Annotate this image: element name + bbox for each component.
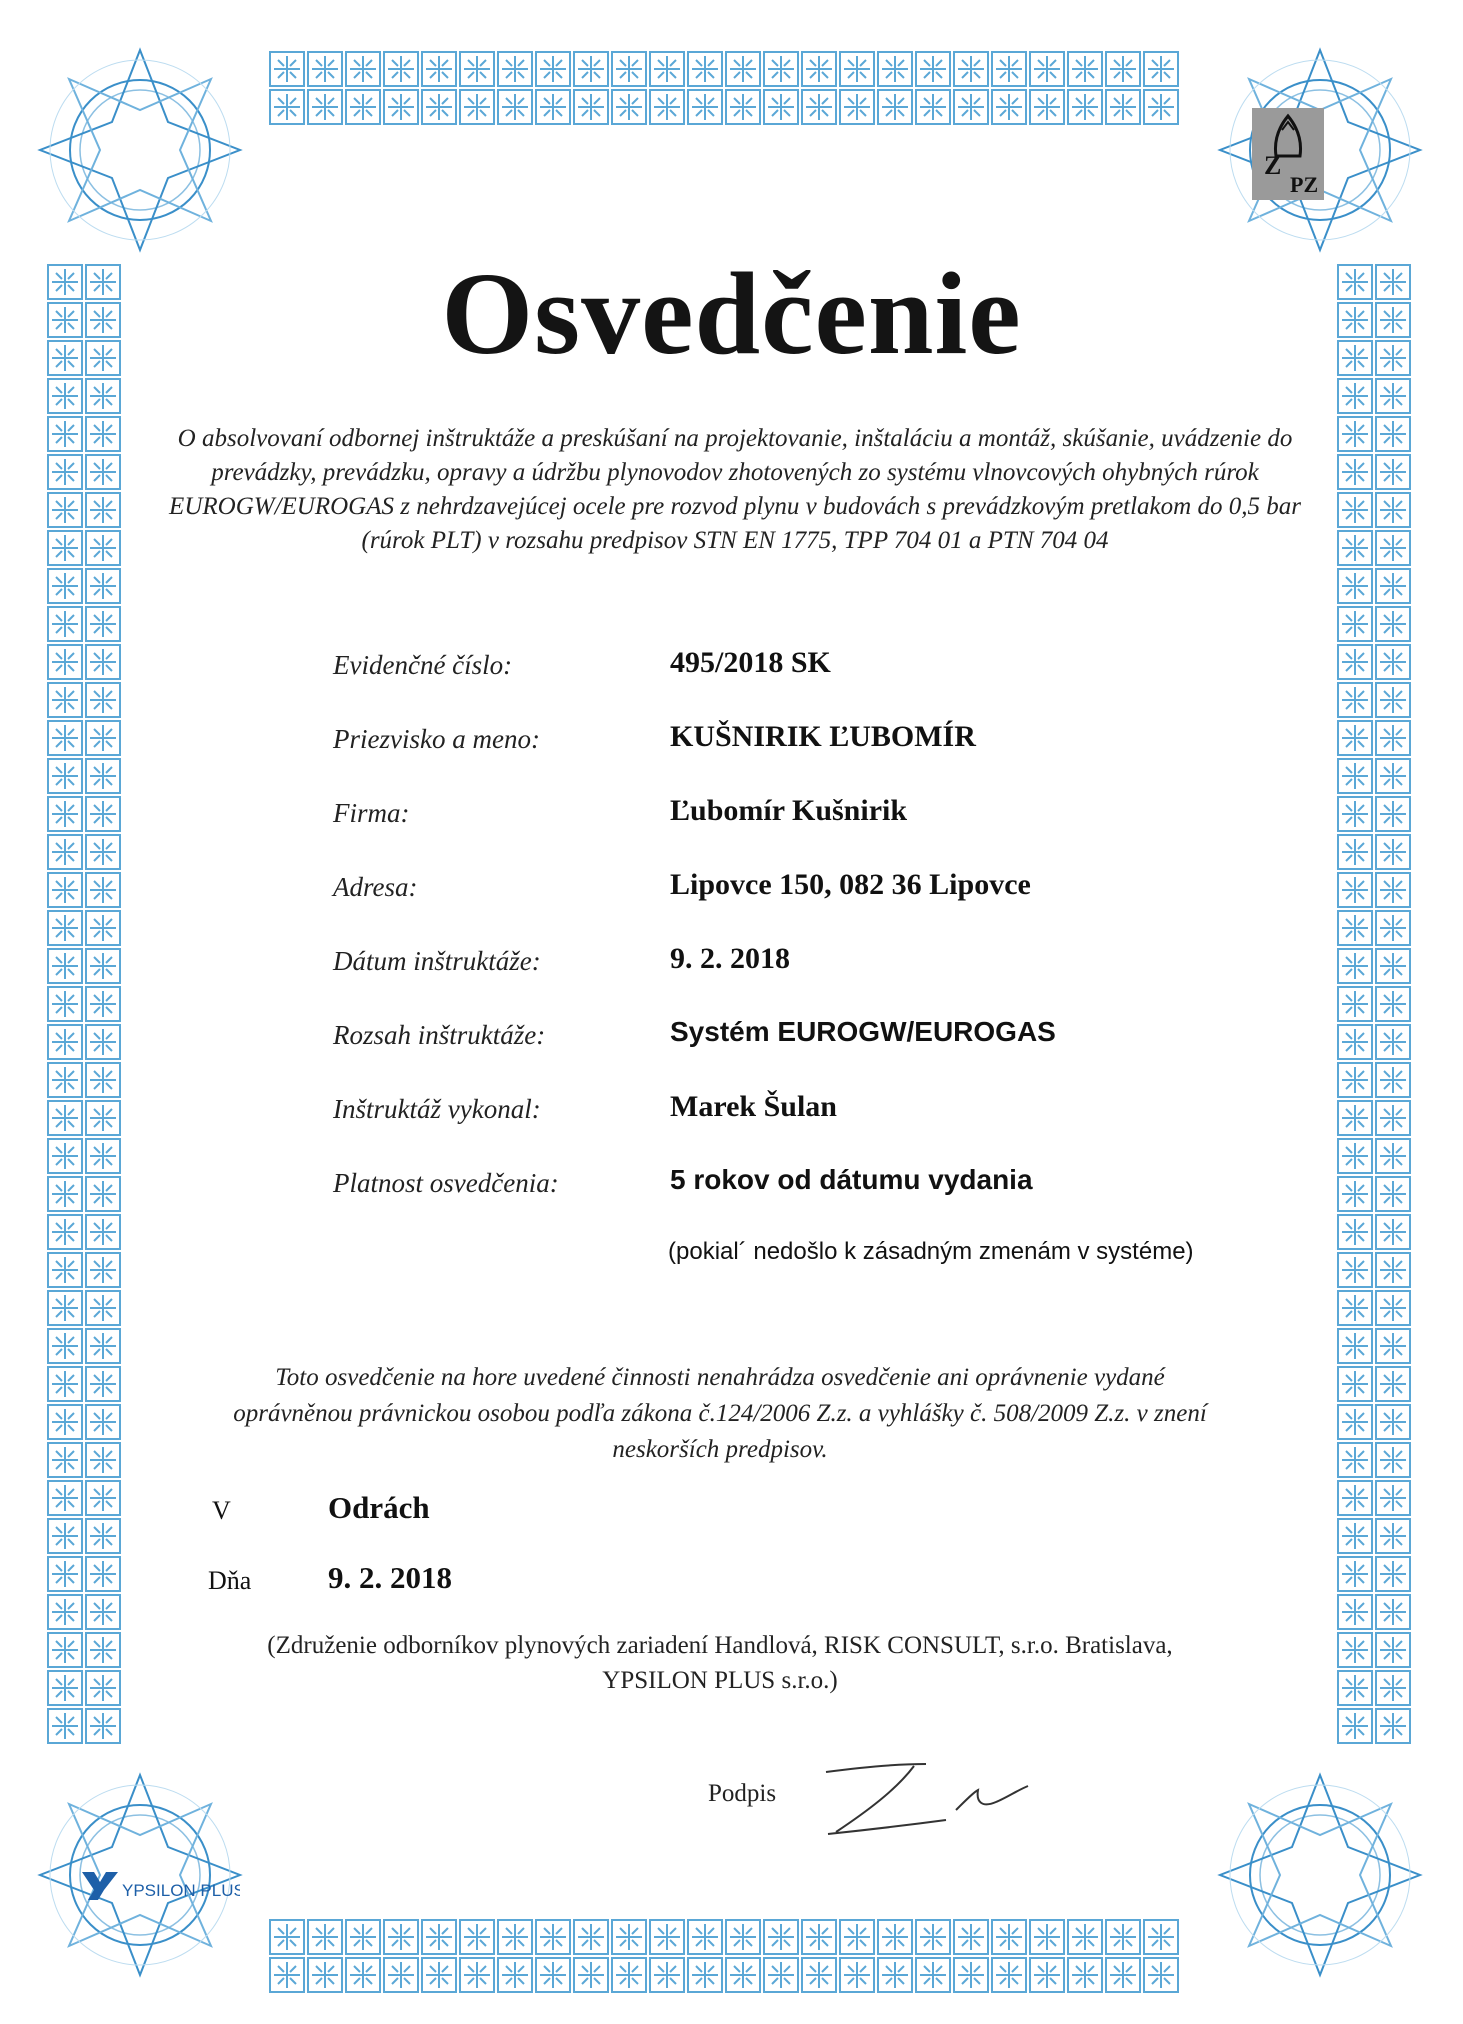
border-tile	[1338, 379, 1372, 413]
border-tile	[1338, 797, 1372, 831]
border-tile	[48, 1671, 82, 1705]
border-tile	[1376, 1025, 1410, 1059]
border-tile	[574, 90, 608, 124]
border-tile	[840, 52, 874, 86]
border-tile	[48, 683, 82, 717]
border-tile	[1338, 607, 1372, 641]
border-tile	[1106, 52, 1140, 86]
border-tile	[536, 52, 570, 86]
field-value-name: KUŠNIRIK ĽUBOMÍR	[670, 720, 976, 753]
certificate-title: Osvedčenie	[441, 248, 1022, 379]
border-tile	[86, 1291, 120, 1325]
border-tile	[916, 90, 950, 124]
border-tile	[1376, 797, 1410, 831]
border-tile	[346, 1958, 380, 1992]
field-value-address: Lipovce 150, 082 36 Lipovce	[670, 868, 1031, 901]
border-tile	[48, 455, 82, 489]
border-tile	[954, 52, 988, 86]
border-tile	[1376, 1519, 1410, 1553]
border-tile	[954, 1920, 988, 1954]
border-tile	[308, 52, 342, 86]
border-tile	[86, 1671, 120, 1705]
border-tile	[1376, 1139, 1410, 1173]
border-tile	[48, 1253, 82, 1287]
border-tile	[1376, 493, 1410, 527]
border-tile	[460, 52, 494, 86]
border-tile	[1338, 1405, 1372, 1439]
border-tile	[1376, 1405, 1410, 1439]
border-tile	[612, 1920, 646, 1954]
border-tile	[1068, 1920, 1102, 1954]
border-tile	[1030, 1958, 1064, 1992]
border-tile	[726, 1958, 760, 1992]
border-tile	[86, 949, 120, 983]
corner-rosette-bottom-right	[1220, 1775, 1420, 1975]
border-tile	[384, 52, 418, 86]
border-tile	[1106, 1958, 1140, 1992]
border-tile	[48, 1633, 82, 1667]
border-tile	[1376, 1557, 1410, 1591]
border-tile	[574, 1920, 608, 1954]
border-tile	[840, 1920, 874, 1954]
border-tile	[1338, 1177, 1372, 1211]
border-tile	[86, 1519, 120, 1553]
border-tile	[1030, 1920, 1064, 1954]
border-tile	[1338, 645, 1372, 679]
border-tile	[612, 90, 646, 124]
field-value-training-scope: Systém EUROGW/EUROGAS	[670, 1016, 1056, 1047]
border-tile	[1338, 1671, 1372, 1705]
border-tile	[1376, 1063, 1410, 1097]
border-tile	[1338, 455, 1372, 489]
border-tile	[1376, 607, 1410, 641]
border-tile	[86, 455, 120, 489]
border-tile	[1338, 1063, 1372, 1097]
border-tile	[422, 1958, 456, 1992]
border-tile	[1144, 1958, 1178, 1992]
border-tile	[688, 1920, 722, 1954]
border-tile	[916, 1958, 950, 1992]
border-tile	[1338, 531, 1372, 565]
border-tile	[1338, 759, 1372, 793]
border-tile	[1338, 873, 1372, 907]
border-tile	[1376, 1291, 1410, 1325]
border-tile	[86, 531, 120, 565]
border-tile	[726, 52, 760, 86]
border-tile	[954, 90, 988, 124]
border-tile	[612, 1958, 646, 1992]
border-tile	[802, 90, 836, 124]
place-value: Odrách	[328, 1490, 430, 1525]
border-tile	[1338, 911, 1372, 945]
border-tile	[86, 759, 120, 793]
border-tile	[460, 90, 494, 124]
svg-text:Z: Z	[1264, 151, 1282, 180]
border-tile	[48, 1063, 82, 1097]
border-tile	[878, 90, 912, 124]
border-tile	[86, 493, 120, 527]
place-label: V	[212, 1496, 231, 1525]
border-tile	[48, 1291, 82, 1325]
border-tile	[86, 1215, 120, 1249]
border-tile	[86, 1025, 120, 1059]
border-tile	[422, 1920, 456, 1954]
field-label-address: Adresa:	[333, 872, 418, 902]
border-tile	[270, 90, 304, 124]
field-value-training-date: 9. 2. 2018	[670, 942, 790, 975]
zopz-logo	[1252, 108, 1324, 205]
border-tile	[48, 1481, 82, 1515]
border-tile	[86, 1367, 120, 1401]
certificate-intro: O absolvovaní odbornej inštruktáže a preskúšaní na projektovanie, inštaláciu a montáž, skúšanie, uvádzenie do prevádzky, prevádzku, opravy a údržbu plynovodov zhotovených zo systému vlnovcových ohybných rúrok EUROGW/EUROGAS z nehrdzavejúcej ocele pre rozvod plynu v budovách s prevádzkovým pretlakom do 0,5 bar (rúrok PLT) v rozsahu predpisov STN EN 1775, TPP 704 01 a PTN 704 04	[169, 425, 1301, 554]
border-tile	[1338, 987, 1372, 1021]
border-tile	[916, 1920, 950, 1954]
border-tile	[1376, 569, 1410, 603]
field-label-instructor: Inštruktáž vykonal:	[333, 1094, 541, 1124]
border-tile	[48, 645, 82, 679]
border-tile	[650, 90, 684, 124]
border-tile	[48, 1215, 82, 1249]
border-tile	[86, 683, 120, 717]
border-tile	[1144, 52, 1178, 86]
border-tile	[86, 987, 120, 1021]
border-tile	[86, 417, 120, 451]
border-tile	[1376, 1481, 1410, 1515]
border-tile	[1376, 455, 1410, 489]
border-tile	[86, 1481, 120, 1515]
border-tile	[954, 1958, 988, 1992]
border-tile	[48, 1557, 82, 1591]
border-tile	[48, 1595, 82, 1629]
border-tile	[536, 1958, 570, 1992]
border-tile	[48, 569, 82, 603]
field-value-company: Ľubomír Kušnirik	[670, 794, 908, 827]
border-tile	[1376, 911, 1410, 945]
border-tile	[1144, 1920, 1178, 1954]
border-tile	[1376, 1215, 1410, 1249]
border-tile	[86, 1101, 120, 1135]
border-tile	[48, 1367, 82, 1401]
border-tile	[1338, 1329, 1372, 1363]
border-tile	[878, 52, 912, 86]
field-label-training-scope: Rozsah inštruktáže:	[333, 1020, 546, 1050]
border-tile	[422, 52, 456, 86]
border-tile	[688, 1958, 722, 1992]
border-tile	[1338, 1253, 1372, 1287]
border-tile	[86, 1443, 120, 1477]
border-tile	[86, 873, 120, 907]
border-tile	[498, 1958, 532, 1992]
border-tile	[574, 52, 608, 86]
border-tile	[1376, 531, 1410, 565]
border-tile	[1144, 90, 1178, 124]
border-tile	[86, 1329, 120, 1363]
border-tile	[1106, 1920, 1140, 1954]
border-tile	[764, 1920, 798, 1954]
border-tile	[1338, 1443, 1372, 1477]
border-tile	[86, 379, 120, 413]
border-tile	[86, 1633, 120, 1667]
border-tile	[48, 1139, 82, 1173]
date-label: Dňa	[208, 1566, 252, 1595]
border-tile	[498, 90, 532, 124]
border-tile	[1376, 1253, 1410, 1287]
border-tile	[86, 721, 120, 755]
border-tile	[48, 531, 82, 565]
border-tile	[86, 1709, 120, 1743]
field-value-instructor: Marek Šulan	[670, 1090, 837, 1123]
border-tile	[48, 1519, 82, 1553]
border-tile	[1376, 1367, 1410, 1401]
border-tile	[1376, 683, 1410, 717]
border-tile	[802, 1958, 836, 1992]
border-tile	[1030, 90, 1064, 124]
border-tile	[48, 911, 82, 945]
border-tile	[1338, 1025, 1372, 1059]
border-tile	[1376, 1177, 1410, 1211]
border-tile	[48, 797, 82, 831]
border-tile	[1338, 721, 1372, 755]
border-tile	[1338, 683, 1372, 717]
border-tile	[1376, 873, 1410, 907]
border-tile	[48, 1405, 82, 1439]
field-label-validity: Platnost osvedčenia:	[333, 1168, 559, 1198]
border-tile	[764, 1958, 798, 1992]
border-tile	[48, 759, 82, 793]
border-tile	[1338, 1595, 1372, 1629]
border-tile	[764, 90, 798, 124]
border-tile	[612, 52, 646, 86]
border-tile	[878, 1958, 912, 1992]
border-tile	[650, 52, 684, 86]
border-tile	[1338, 493, 1372, 527]
border-tile	[1376, 1329, 1410, 1363]
border-tile	[86, 797, 120, 831]
border-tile	[48, 417, 82, 451]
border-tile	[346, 90, 380, 124]
border-tile	[48, 721, 82, 755]
border-tile	[992, 1920, 1026, 1954]
border-tile	[86, 1139, 120, 1173]
border-tile	[1068, 1958, 1102, 1992]
border-tile	[1376, 645, 1410, 679]
border-tile	[916, 52, 950, 86]
border-tile	[1338, 1557, 1372, 1591]
disclaimer-text: Toto osvedčenie na hore uvedené činnosti nenahrádza osvedčenie ani oprávnenie vydané oprávněnou právnickou osobou podľa zákona č.124/2006 Z.z. a vyhlášky č. 508/2009 Z.z. v znení neskorších predpisov.	[233, 1364, 1207, 1463]
border-tile	[86, 1253, 120, 1287]
border-tile	[840, 1958, 874, 1992]
border-tile	[1338, 417, 1372, 451]
border-tile	[1338, 835, 1372, 869]
field-label-registration-number: Evidenčné číslo:	[333, 650, 513, 680]
border-tile	[1376, 759, 1410, 793]
border-tile	[86, 835, 120, 869]
border-tile	[48, 379, 82, 413]
border-tile	[574, 1958, 608, 1992]
handwritten-signature	[806, 1750, 1046, 1845]
border-tile	[1376, 1101, 1410, 1135]
field-label-training-date: Dátum inštruktáže:	[333, 946, 541, 976]
field-label-name: Priezvisko a meno:	[333, 724, 540, 754]
border-tile	[536, 1920, 570, 1954]
border-tile	[1068, 52, 1102, 86]
border-tile	[384, 1958, 418, 1992]
border-tile	[1338, 569, 1372, 603]
border-tile	[308, 1958, 342, 1992]
border-tile	[1376, 1443, 1410, 1477]
border-tile	[1338, 1519, 1372, 1553]
border-tile	[1376, 1595, 1410, 1629]
border-tile	[422, 90, 456, 124]
border-tile	[270, 1958, 304, 1992]
border-tile	[48, 607, 82, 641]
border-tile	[1376, 379, 1410, 413]
border-tile	[86, 1557, 120, 1591]
border-tile	[1338, 1101, 1372, 1135]
border-tile	[86, 569, 120, 603]
border-tile	[48, 873, 82, 907]
border-tile	[48, 987, 82, 1021]
border-tile	[86, 645, 120, 679]
border-tile	[1338, 1709, 1372, 1743]
border-tile	[48, 1177, 82, 1211]
border-tile	[650, 1958, 684, 1992]
border-tile	[1106, 90, 1140, 124]
border-tile	[688, 52, 722, 86]
border-tile	[1338, 1291, 1372, 1325]
border-tile	[86, 1063, 120, 1097]
border-tile	[1376, 417, 1410, 451]
border-tile	[270, 1920, 304, 1954]
border-tile	[1338, 1633, 1372, 1667]
border-tile	[86, 607, 120, 641]
border-tile	[650, 1920, 684, 1954]
border-tile	[1030, 52, 1064, 86]
field-label-company: Firma:	[333, 798, 410, 828]
border-tile	[1376, 987, 1410, 1021]
border-tile	[992, 1958, 1026, 1992]
border-tile	[86, 1595, 120, 1629]
date-value: 9. 2. 2018	[328, 1560, 452, 1595]
border-tile	[802, 52, 836, 86]
border-tile	[48, 1101, 82, 1135]
border-tile	[726, 1920, 760, 1954]
border-tile	[86, 1405, 120, 1439]
field-value-registration-number: 495/2018 SK	[670, 646, 831, 679]
border-tile	[1376, 835, 1410, 869]
validity-note: (pokial´ nedošlo k zásadným zmenám v systéme)	[668, 1238, 1194, 1265]
border-tile	[308, 1920, 342, 1954]
border-tile	[536, 90, 570, 124]
border-tile	[992, 90, 1026, 124]
border-tile	[460, 1920, 494, 1954]
border-tile	[86, 911, 120, 945]
signature-label: Podpis	[708, 1780, 777, 1807]
ypsilon-plus-logo	[80, 1868, 240, 1909]
border-tile	[840, 90, 874, 124]
border-tile	[48, 1709, 82, 1743]
border-tile	[1338, 1215, 1372, 1249]
border-tile	[270, 52, 304, 86]
border-tile	[1376, 721, 1410, 755]
border-tile	[346, 52, 380, 86]
field-value-validity: 5 rokov od dátumu vydania	[670, 1164, 1033, 1195]
border-tile	[1376, 1709, 1410, 1743]
border-tile	[48, 493, 82, 527]
border-tile	[764, 52, 798, 86]
border-tile	[498, 52, 532, 86]
border-tile	[384, 1920, 418, 1954]
issuing-organizations: (Združenie odborníkov plynových zariadení Handlová, RISK CONSULT, s.r.o. Bratislava, YPSILON PLUS s.r.o.)	[267, 1632, 1173, 1694]
corner-rosette-top-left	[40, 50, 240, 250]
border-tile	[878, 1920, 912, 1954]
border-tile	[308, 90, 342, 124]
border-tile	[1338, 1367, 1372, 1401]
border-tile	[802, 1920, 836, 1954]
border-tile	[498, 1920, 532, 1954]
svg-text:PZ: PZ	[1290, 172, 1319, 197]
border-tile	[1376, 1671, 1410, 1705]
border-tile	[460, 1958, 494, 1992]
border-tile	[48, 949, 82, 983]
border-tile	[1338, 1139, 1372, 1173]
svg-text:YPSILON PLUS: YPSILON PLUS	[122, 1881, 240, 1900]
border-tile	[1376, 949, 1410, 983]
border-tile	[346, 1920, 380, 1954]
border-tile	[48, 1329, 82, 1363]
border-tile	[48, 835, 82, 869]
border-tile	[384, 90, 418, 124]
border-tile	[992, 52, 1026, 86]
border-tile	[1338, 949, 1372, 983]
border-tile	[86, 1177, 120, 1211]
border-tile	[1068, 90, 1102, 124]
border-tile	[1338, 1481, 1372, 1515]
border-tile	[1376, 1633, 1410, 1667]
border-tile	[48, 1443, 82, 1477]
border-tile	[726, 90, 760, 124]
border-tile	[688, 90, 722, 124]
border-tile	[48, 1025, 82, 1059]
